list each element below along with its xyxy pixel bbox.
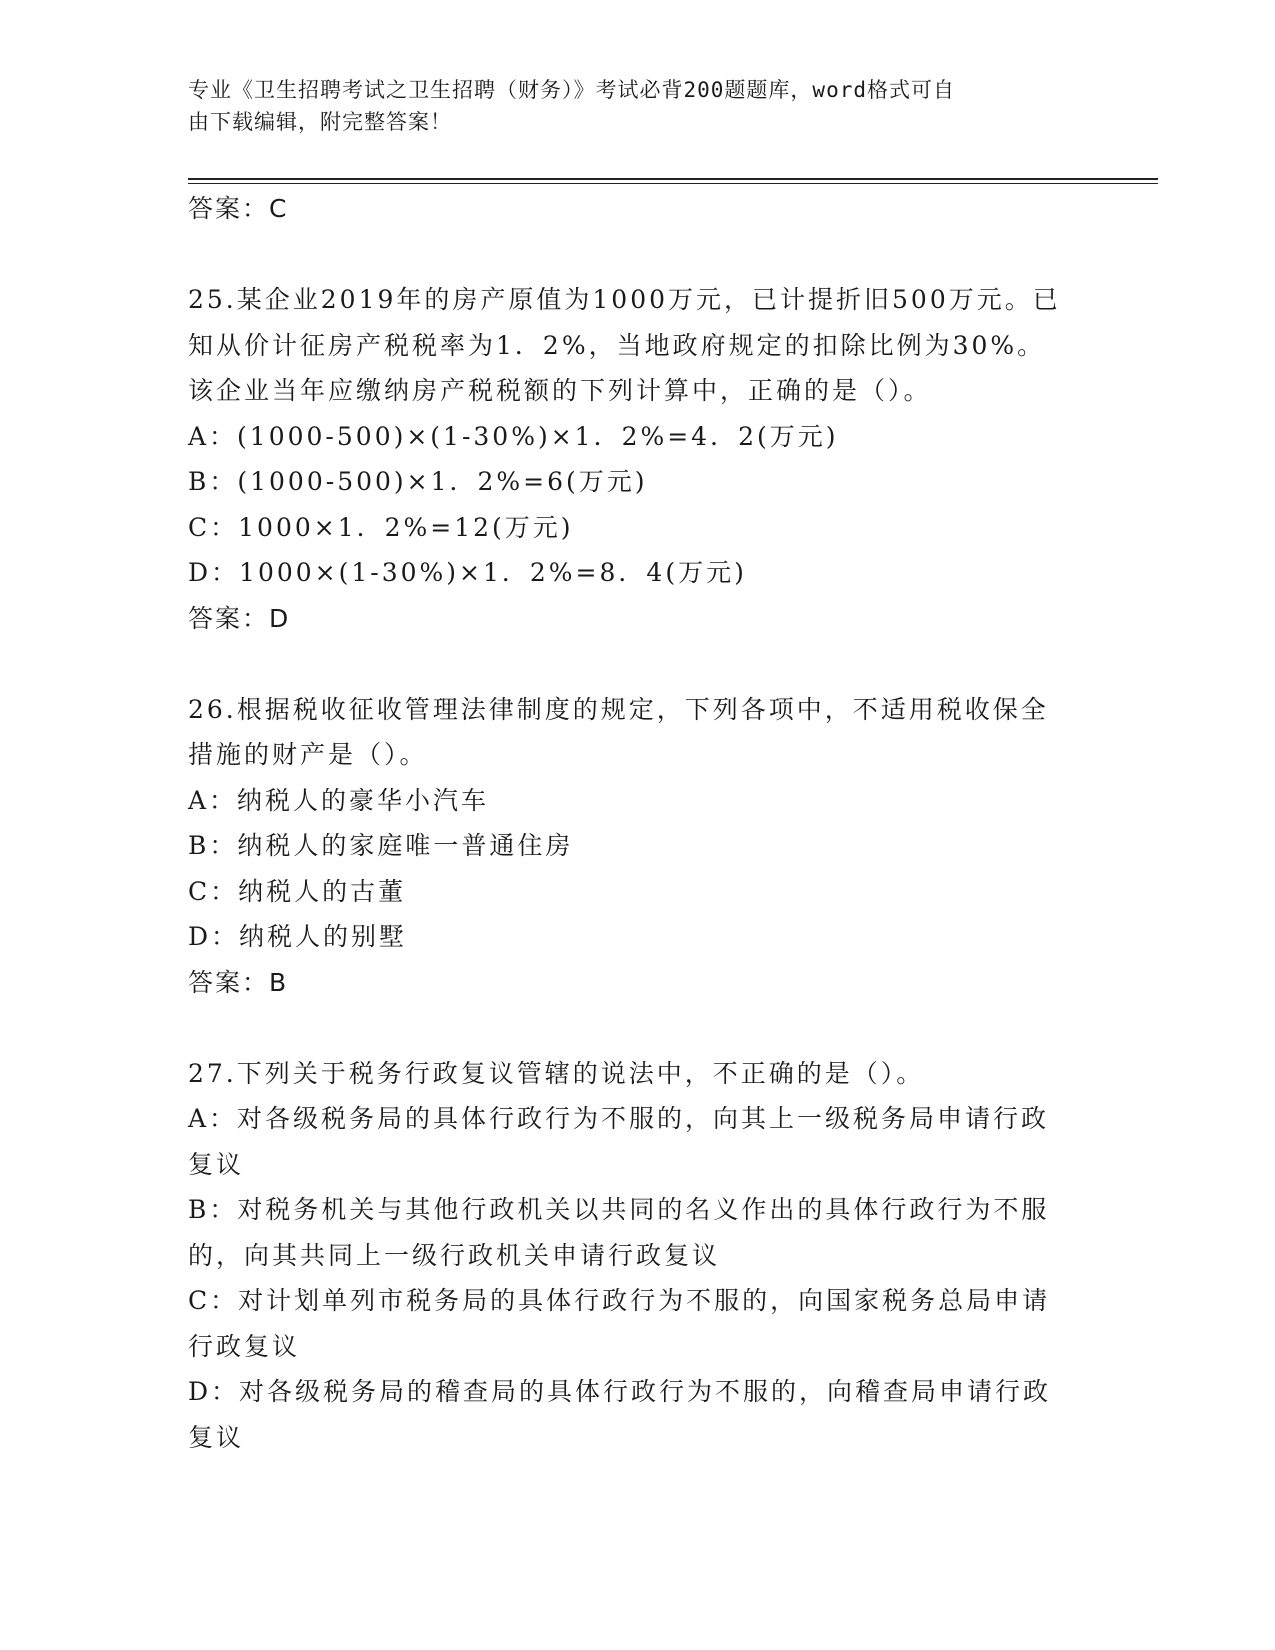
option-d: D：对各级税务局的稽查局的具体行政行为不服的，向稽查局申请行政 xyxy=(188,1377,1052,1406)
question-stem-line: 知从价计征房产税税率为1．2%，当地政府规定的扣除比例为30%。 xyxy=(188,330,1046,360)
header-line-2: 由下载编辑，附完整答案！ xyxy=(188,110,452,134)
option-c: C：1000×1．2%=12(万元) xyxy=(188,512,574,542)
question-27 xyxy=(188,1051,1088,1461)
spacer xyxy=(188,641,1088,687)
option-b: B：(1000-500)×1．2%=6(万元) xyxy=(188,467,648,496)
question-stem-line: 27.下列关于税务行政复议管辖的说法中，不正确的是（）。 xyxy=(188,1058,925,1088)
option-c: C：对计划单列市税务局的具体行政行为不服的，向国家税务总局申请 xyxy=(188,1286,1051,1315)
answer-previous: 答案：C xyxy=(188,194,289,223)
spacer xyxy=(188,232,1088,278)
option-d: D：1000×(1-30%)×1．2%=8．4(万元) xyxy=(188,558,747,587)
question-stem-line: 25.某企业2019年的房产原值为1000万元，已计提折旧500万元。已 xyxy=(188,285,1061,314)
question-stem-line: 该企业当年应缴纳房产税税额的下列计算中，正确的是（）。 xyxy=(188,376,932,405)
header-rule-thin xyxy=(188,183,1158,184)
option-b: B：纳税人的家庭唯一普通住房 xyxy=(188,831,574,860)
question-26 xyxy=(188,687,1088,1006)
answer-25: 答案：D xyxy=(188,603,291,633)
option-a: A：纳税人的豪华小汽车 xyxy=(188,785,490,815)
option-c-continuation: 行政复议 xyxy=(188,1331,301,1361)
question-25 xyxy=(188,277,1088,641)
option-a-continuation: 复议 xyxy=(188,1149,245,1179)
question-stem-line: 措施的财产是（）。 xyxy=(188,740,428,769)
option-c: C：纳税人的古董 xyxy=(188,876,407,906)
answer-26: 答案：B xyxy=(188,967,289,997)
question-stem-line: 26.根据税收征收管理法律制度的规定，下列各项中，不适用税收保全 xyxy=(188,694,1049,724)
option-b: B：对税务机关与其他行政机关以共同的名义作出的具体行政行为不服 xyxy=(188,1195,1050,1224)
option-a: A：对各级税务局的具体行政行为不服的，向其上一级税务局申请行政 xyxy=(188,1104,1050,1133)
header-line-1: 专业《卫生招聘考试之卫生招聘（财务）》考试必背200题题库，word格式可自 xyxy=(188,78,955,102)
option-d-continuation: 复议 xyxy=(188,1422,245,1452)
option-a: A：(1000-500)×(1-30%)×1．2%=4．2(万元) xyxy=(188,421,839,451)
option-d: D：纳税人的别墅 xyxy=(188,922,408,951)
header-rule-thick xyxy=(188,178,1158,180)
option-b-continuation: 的，向其共同上一级行政机关申请行政复议 xyxy=(188,1240,721,1270)
document-body xyxy=(188,186,1088,1460)
spacer xyxy=(188,1005,1088,1051)
document-header xyxy=(188,74,1068,138)
